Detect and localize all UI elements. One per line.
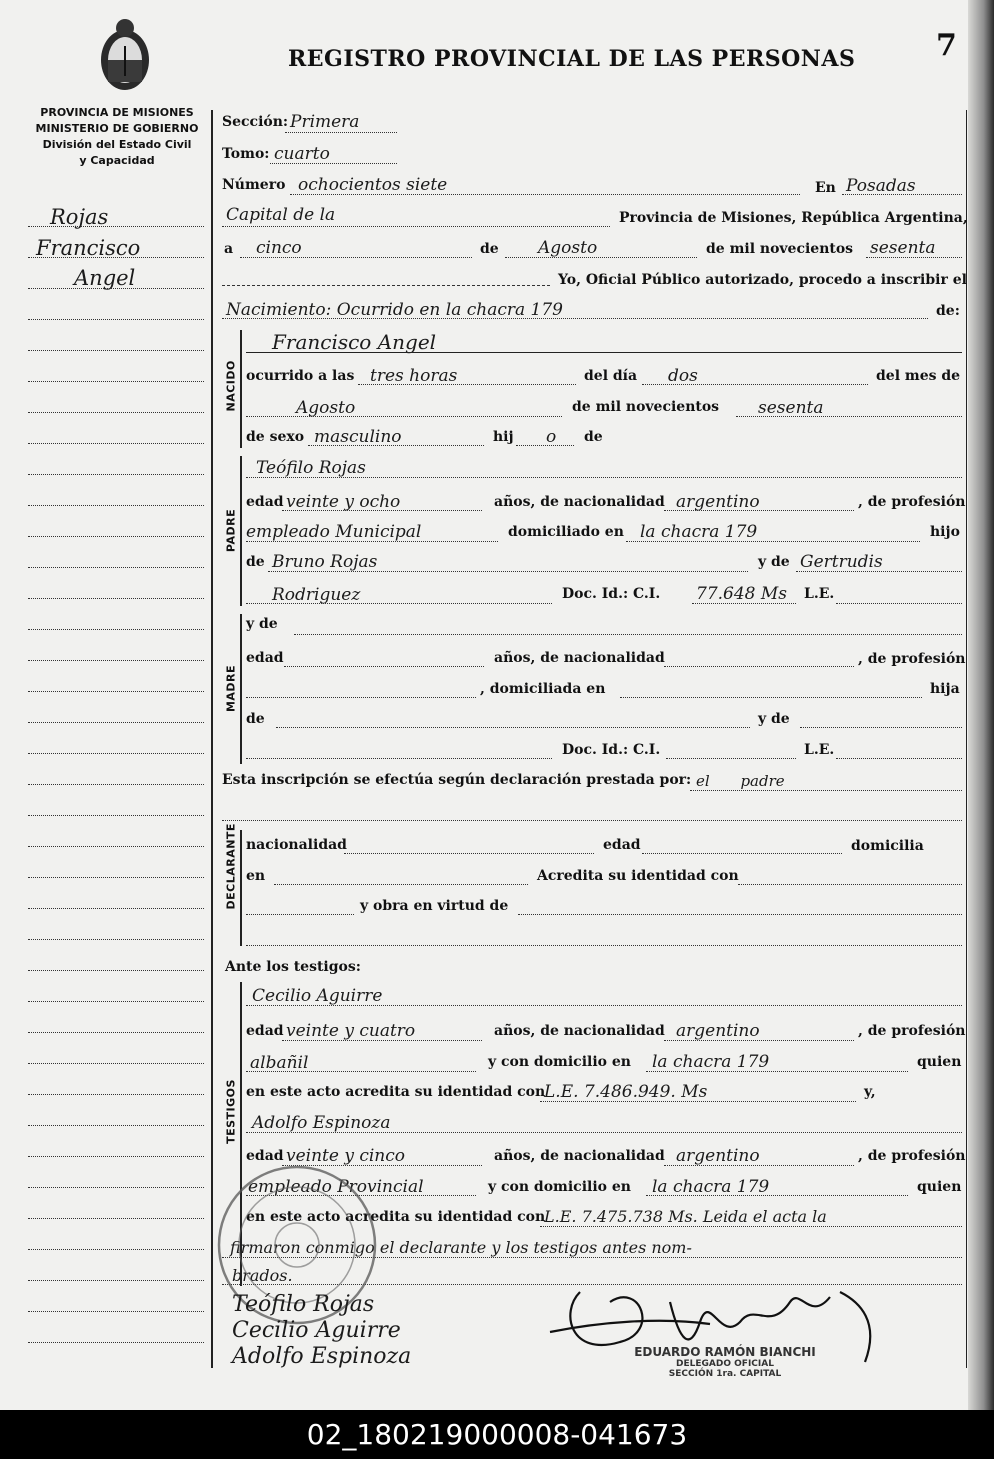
- rule: [642, 384, 868, 385]
- margin-rule: [28, 350, 204, 351]
- rule: [246, 1071, 476, 1072]
- nombre-value: Francisco Angel: [272, 330, 437, 354]
- madre-edad-label: edad: [246, 650, 284, 666]
- t2-doc-value: L.E. 7.475.738 Ms. Leida el acta la: [544, 1207, 827, 1226]
- firma-padre: Teófilo Rojas: [232, 1292, 375, 1317]
- declarante-edad-label: edad: [603, 837, 641, 853]
- t1-dom-value: la chacra 179: [652, 1052, 770, 1072]
- rule: [664, 510, 854, 511]
- rule: [836, 603, 962, 604]
- rule: [836, 758, 962, 759]
- rule: [285, 132, 397, 133]
- rule: [246, 758, 552, 759]
- rule: [222, 285, 550, 286]
- a-label: a: [224, 241, 234, 257]
- declarante-value: el padre: [696, 772, 785, 790]
- org-line-2: MINISTERIO DE GOBIERNO: [35, 122, 199, 135]
- madre-doc-id-label: Doc. Id.: C.I.: [562, 742, 661, 758]
- de-mil-label: de mil novecientos: [706, 241, 854, 257]
- hij-label: hij: [493, 429, 514, 445]
- margin-rule: [28, 753, 204, 754]
- dia-value: cinco: [256, 238, 302, 258]
- capital-value: Capital de la: [226, 205, 336, 225]
- t1-doc-value: L.E. 7.486.949. Ms: [544, 1082, 708, 1102]
- madre-profesion-label: , de profesión: [858, 651, 966, 667]
- rule: [690, 790, 962, 791]
- margin-rule: [28, 908, 204, 909]
- official-office: SECCIÓN 1ra. CAPITAL: [668, 1369, 782, 1379]
- del-dia-label: del día: [584, 368, 638, 384]
- yo-label: Yo, Oficial Público autorizado, procedo a inscribir el: [558, 272, 967, 288]
- de-colon-label: de:: [936, 303, 960, 319]
- margin-rule: [28, 1342, 204, 1343]
- rule: [516, 445, 574, 446]
- nacido-section-label: NACIDO: [224, 360, 238, 412]
- t1-acredita-label: en este acto acredita su identidad con: [246, 1084, 546, 1100]
- ocurrido-label: ocurrido a las: [246, 368, 355, 384]
- t1-nac-value: argentino: [676, 1021, 760, 1041]
- padre-nombre-value: Teófilo Rojas: [256, 458, 366, 478]
- margin-rule: [28, 319, 204, 320]
- margin-rule: [28, 1280, 204, 1281]
- de-sexo-label: de sexo: [246, 429, 305, 445]
- margin-middle-name: Angel: [74, 266, 136, 290]
- padre-edad-label: edad: [246, 494, 284, 510]
- t1-profesion-label: , de profesión: [858, 1023, 966, 1039]
- seccion-label: Sección:: [222, 114, 289, 130]
- rule: [246, 945, 962, 946]
- abuelo-value: Bruno Rojas: [272, 552, 378, 572]
- dia-nac-value: dos: [668, 366, 698, 386]
- margin-rule: [28, 722, 204, 723]
- declarante-en-label: en: [246, 868, 266, 884]
- hij-suffix-value: o: [546, 427, 557, 447]
- rule: [282, 510, 482, 511]
- madre-bar: [240, 614, 242, 764]
- rule: [308, 445, 484, 446]
- madre-y-de-label: y de: [246, 616, 278, 632]
- provincia-label: Provincia de Misiones, República Argentina,: [619, 210, 968, 226]
- padre-prof-value: empleado Municipal: [246, 522, 422, 542]
- rule: [222, 226, 610, 227]
- rule: [646, 1071, 908, 1072]
- margin-rule: [28, 1094, 204, 1095]
- madre-le-label: L.E.: [804, 742, 835, 758]
- hijo-label: hijo: [930, 524, 960, 540]
- rule: [290, 194, 800, 195]
- rule: [222, 318, 928, 319]
- rule: [664, 1040, 854, 1041]
- rule: [222, 820, 962, 821]
- t1-edad-label: edad: [246, 1023, 284, 1039]
- margin-first-name: Francisco: [36, 236, 141, 260]
- rule: [664, 666, 854, 667]
- t2-quien-label: quien: [917, 1179, 962, 1195]
- ante-testigos-label: Ante los testigos:: [225, 959, 361, 975]
- padre-dom-value: la chacra 179: [640, 522, 758, 542]
- main-right-border: [966, 110, 967, 1368]
- rule: [505, 257, 697, 258]
- padre-section-label: PADRE: [224, 508, 238, 553]
- firma-testigo-2: Adolfo Espinoza: [232, 1344, 412, 1369]
- t2-anos-nac-label: años, de nacionalidad: [494, 1148, 665, 1164]
- domiciliado-label: domiciliado en: [508, 524, 624, 540]
- padre-ci-value: 77.648 Ms: [696, 584, 788, 604]
- rule: [646, 1195, 908, 1196]
- rule: [738, 884, 962, 885]
- horas-value: tres horas: [370, 366, 458, 386]
- t1-domicilio-label: y con domicilio en: [488, 1054, 631, 1070]
- rule: [344, 853, 594, 854]
- margin-rule: [28, 1125, 204, 1126]
- rule: [268, 571, 748, 572]
- t1-anos-nac-label: años, de nacionalidad: [494, 1023, 665, 1039]
- del-mes-label: del mes de: [876, 368, 961, 384]
- margin-rule: [28, 505, 204, 506]
- en-label: En: [815, 180, 836, 196]
- de-mil2-label: de mil novecientos: [572, 399, 720, 415]
- margin-rule: [28, 629, 204, 630]
- le-label: L.E.: [804, 586, 835, 602]
- madre-y-de2-label: y de: [758, 711, 790, 727]
- y-obra-label: y obra en virtud de: [360, 898, 509, 914]
- anio-value: sesenta: [870, 238, 936, 258]
- de3-label: de: [246, 554, 265, 570]
- rule: [246, 416, 562, 417]
- org-line-1: PROVINCIA DE MISIONES: [40, 106, 194, 119]
- org-line-4: y Capacidad: [79, 154, 155, 167]
- margin-rule: [28, 567, 204, 568]
- margin-rule: [28, 226, 204, 227]
- page-title: REGISTRO PROVINCIAL DE LAS PERSONAS: [288, 46, 856, 72]
- declarante-bar: [240, 830, 242, 946]
- padre-profesion-label: , de profesión: [858, 494, 966, 510]
- margin-rule: [28, 1032, 204, 1033]
- rule: [626, 541, 920, 542]
- margin-rule: [28, 660, 204, 661]
- padre-nac-value: argentino: [676, 492, 760, 512]
- margin-rule: [28, 846, 204, 847]
- firma-testigo-1: Cecilio Aguirre: [232, 1318, 401, 1343]
- t2-edad-label: edad: [246, 1148, 284, 1164]
- margin-rule: [28, 1063, 204, 1064]
- sexo-value: masculino: [314, 427, 402, 447]
- y-de-label: y de: [758, 554, 790, 570]
- org-header: [22, 105, 212, 169]
- padre-bar: [240, 456, 242, 606]
- tomo-value: cuarto: [274, 144, 330, 164]
- t2-domicilio-label: y con domicilio en: [488, 1179, 631, 1195]
- inscripcion-label: Esta inscripción se efectúa según declaración prestada por:: [222, 772, 692, 788]
- numero-label: Número: [222, 177, 286, 193]
- margin-rule: [28, 381, 204, 382]
- hija-label: hija: [930, 681, 960, 697]
- nacido-bar: [240, 330, 242, 448]
- rule: [282, 1040, 482, 1041]
- rule: [246, 914, 354, 915]
- rule: [358, 384, 576, 385]
- domicilia-label: domicilia: [851, 838, 924, 854]
- rule: [540, 1101, 856, 1102]
- padre-edad-value: veinte y ocho: [286, 492, 401, 512]
- t1-prof-value: albañil: [250, 1053, 309, 1073]
- rule: [270, 163, 397, 164]
- rule: [246, 697, 476, 698]
- rule: [666, 758, 796, 759]
- rule: [246, 541, 498, 542]
- margin-rule: [28, 1311, 204, 1312]
- rule: [246, 1132, 962, 1133]
- rule: [540, 1226, 962, 1227]
- t1-y-label: y,: [864, 1084, 876, 1100]
- padre-anos-nac-label: años, de nacionalidad: [494, 494, 665, 510]
- margin-surname: Rojas: [50, 205, 109, 229]
- coat-of-arms-icon: [94, 16, 156, 96]
- doc-id-label: Doc. Id.: C.I.: [562, 586, 661, 602]
- margin-rule: [28, 598, 204, 599]
- margin-rule: [28, 784, 204, 785]
- margin-rule: [28, 288, 204, 289]
- de-label: de: [480, 241, 499, 257]
- org-line-3: División del Estado Civil: [42, 138, 192, 151]
- acredita-label: Acredita su identidad con: [537, 868, 739, 884]
- margin-rule: [28, 1156, 204, 1157]
- rule: [736, 416, 962, 417]
- rule: [246, 477, 962, 478]
- anio-nac-value: sesenta: [758, 398, 824, 418]
- mes-value: Agosto: [538, 238, 598, 258]
- page-number: 7: [936, 28, 957, 63]
- inscribir-value: Nacimiento: Ocurrido en la chacra 179: [226, 300, 563, 320]
- official-role: DELEGADO OFICIAL: [676, 1359, 774, 1369]
- t2-edad-value: veinte y cinco: [286, 1146, 406, 1166]
- t1-edad-value: veinte y cuatro: [286, 1021, 416, 1041]
- rule: [240, 257, 472, 258]
- margin-rule: [28, 970, 204, 971]
- nacionalidad-label: nacionalidad: [246, 837, 347, 853]
- ciudad-value: Posadas: [846, 176, 916, 196]
- rule: [796, 571, 962, 572]
- margin-rule: [28, 536, 204, 537]
- madre-de-label: de: [246, 711, 265, 727]
- t2-nac-value: argentino: [676, 1146, 760, 1166]
- rule: [276, 727, 750, 728]
- margin-rule: [28, 1187, 204, 1188]
- rule: [642, 853, 842, 854]
- rule: [800, 727, 962, 728]
- t2-prof-value: empleado Provincial: [248, 1177, 424, 1197]
- madre-anos-nac-label: años, de nacionalidad: [494, 650, 665, 666]
- margin-rule: [28, 443, 204, 444]
- madre-section-label: MADRE: [224, 664, 238, 713]
- page-edge-shadow: [968, 0, 994, 1410]
- mes-nac-value: Agosto: [296, 398, 356, 418]
- domiciliada-label: , domiciliada en: [480, 681, 606, 697]
- t2-nombre-value: Adolfo Espinoza: [252, 1113, 391, 1133]
- rule: [518, 914, 962, 915]
- cierre-line-1: firmaron conmigo el declarante y los testigos antes nom-: [230, 1238, 692, 1257]
- official-stamp: [630, 1345, 820, 1379]
- rule: [246, 1005, 962, 1006]
- margin-rule: [28, 815, 204, 816]
- rule: [294, 634, 962, 635]
- margin-rule: [28, 412, 204, 413]
- tomo-label: Tomo:: [222, 146, 270, 162]
- testigos-section-label: TESTIGOS: [224, 1079, 238, 1144]
- rule: [692, 603, 796, 604]
- declarante-section-label: DECLARANTE: [224, 823, 238, 910]
- margin-rule: [28, 257, 204, 258]
- rule: [246, 352, 962, 353]
- margin-rule: [28, 1001, 204, 1002]
- de2-label: de: [584, 429, 603, 445]
- rule: [842, 194, 962, 195]
- seccion-value: Primera: [290, 112, 360, 132]
- rule: [246, 603, 552, 604]
- margin-rule: [28, 877, 204, 878]
- abuela-value: Gertrudis: [800, 552, 883, 572]
- t2-profesion-label: , de profesión: [858, 1148, 966, 1164]
- rule: [664, 1165, 854, 1166]
- margin-rule: [28, 939, 204, 940]
- archive-id-footer: 02_180219000008-041673: [0, 1410, 994, 1459]
- margin-rule: [28, 474, 204, 475]
- t1-quien-label: quien: [917, 1054, 962, 1070]
- numero-value: ochocientos siete: [298, 175, 448, 195]
- rule: [866, 257, 962, 258]
- rule: [620, 697, 922, 698]
- margin-rule: [28, 1218, 204, 1219]
- margin-rule: [28, 1249, 204, 1250]
- t2-acredita-label: en este acto acredita su identidad con: [246, 1209, 546, 1225]
- abuela-apellido-value: Rodriguez: [272, 585, 361, 605]
- margin-rule: [28, 691, 204, 692]
- rule: [284, 666, 484, 667]
- cierre-line-2: brados.: [232, 1266, 293, 1285]
- rule: [274, 884, 528, 885]
- t1-nombre-value: Cecilio Aguirre: [252, 986, 383, 1006]
- official-name: EDUARDO RAMÓN BIANCHI: [634, 1345, 816, 1359]
- t2-dom-value: la chacra 179: [652, 1177, 770, 1197]
